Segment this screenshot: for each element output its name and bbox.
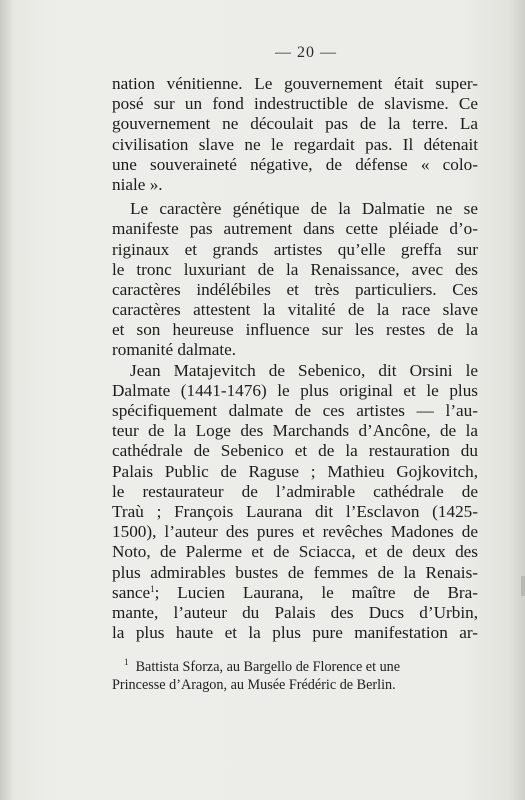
- page-number: — 20 —: [275, 44, 337, 61]
- text-line: nation vénitienne. Le gouvernement était super-: [112, 74, 478, 93]
- text-line: riginaux et grands artistes qu’elle greffa sur: [112, 239, 478, 259]
- text-line: posé sur un fond indestructible de slavisme. Ce: [112, 94, 478, 114]
- text-line: Noto, de Palerme et de Sciacca, et de deux des: [112, 542, 478, 562]
- text-line: 1500), l’auteur des pures et revêches Madones de: [112, 522, 478, 542]
- text-line: caractères indélébiles et très particuliers. Ces: [112, 279, 478, 299]
- text-line: Dalmate (1441-1476) le plus original et le plus: [112, 380, 478, 400]
- text-fragment: sance: [112, 582, 151, 602]
- text-line: le tronc luxuriant de la Renaissance, avec des: [112, 259, 478, 279]
- text-line: teur de la Loge des Marchands d’Ancône, de la: [112, 421, 478, 441]
- text-line: mante, l’auteur du Palais des Ducs d’Urbin,: [112, 602, 478, 622]
- text-line: gouvernement ne découlait pas de la terre. La: [112, 114, 478, 134]
- text-line: Le caractère génétique de la Dalmatie ne se: [130, 199, 478, 219]
- footnote: [112, 659, 478, 695]
- footnote-line: [112, 659, 478, 677]
- text-line: manifeste pas autrement dans cette pléiade d’o-: [112, 219, 478, 239]
- footnote-line: Princesse d’Aragon, au Musée Frédéric de Berlin.: [112, 676, 396, 693]
- text-line: romanité dalmate.: [112, 340, 237, 360]
- text-line: la plus haute et la plus pure manifestation ar-: [112, 623, 478, 643]
- text-line: Traù ; François Laurana dit l’Esclavon (1425-: [112, 501, 478, 521]
- footnote-marker: 1: [124, 657, 129, 667]
- text-line: cathédrale de Sebenico et de la restauration du: [112, 441, 478, 461]
- text-line: niale ».: [112, 174, 163, 194]
- text-line: une souveraineté négative, de défense « colo-: [112, 154, 478, 174]
- text-line: caractères attestent la vitalité de la race slave: [112, 300, 478, 320]
- text-line: Palais Public de Raguse ; Mathieu Gojkovitch,: [112, 461, 478, 481]
- body-text: [112, 74, 478, 643]
- text-line: Jean Matajevitch de Sebenico, dit Orsini le: [130, 360, 478, 380]
- footnote-text: Battista Sforza, au Bargello de Florence et une: [135, 659, 401, 675]
- text-line: civilisation slave ne le regardait pas. Il détenait: [112, 134, 478, 154]
- text-line: le restaurateur de l’admirable cathédrale de: [112, 481, 478, 501]
- text-fragment: ; Lucien Laurana, le maître de Bra-: [154, 582, 478, 602]
- text-line: et son heureuse influence sur les restes de la: [112, 320, 478, 340]
- page-edge-mark: [521, 576, 525, 596]
- text-line: [112, 583, 478, 603]
- text-line: spécifiquement dalmate de ces artistes — l’au-: [112, 401, 478, 420]
- text-line: plus admirables bustes de femmes de la Renais-: [112, 562, 478, 582]
- footnote-ref: 1: [150, 583, 155, 594]
